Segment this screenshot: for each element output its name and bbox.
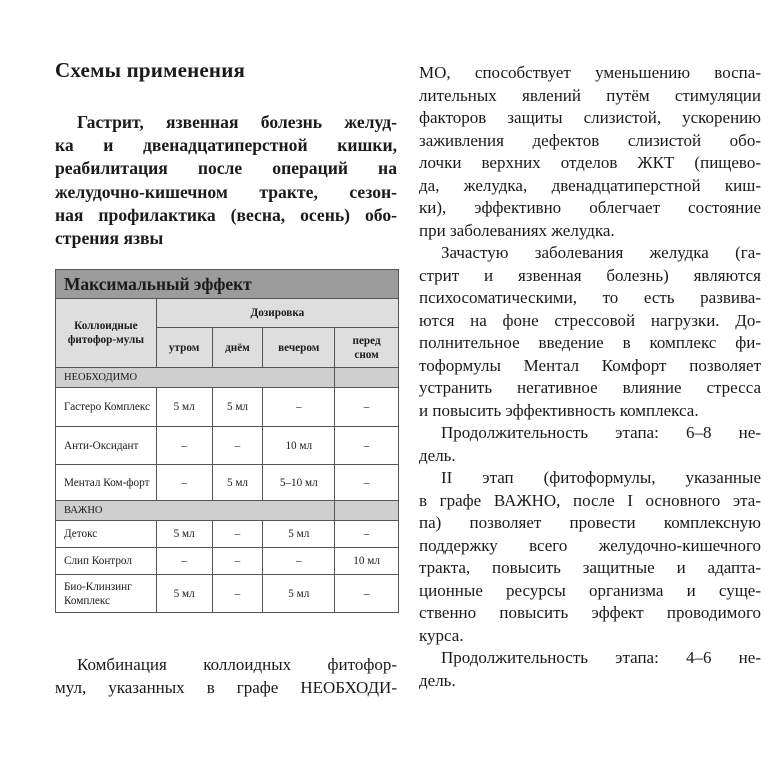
section-label-filler [335, 368, 399, 388]
dose-cell: – [156, 465, 212, 501]
text-line: устранить негативное влияние стресса [419, 378, 761, 397]
text-line: да, желудка, двенадцатиперстной киш- [419, 175, 761, 195]
table-row [56, 388, 399, 427]
text-line: стрит и язвенная болезнь) являются [419, 265, 761, 285]
dose-cell: 5 мл [156, 575, 212, 613]
dose-cell: 10 мл [263, 427, 335, 465]
text-line: Продолжительность этапа: 6–8 не- [441, 423, 761, 442]
formula-name: Слип Контрол [56, 548, 157, 575]
table-row [56, 465, 399, 501]
dosage-table [55, 269, 399, 613]
table-row [56, 548, 399, 575]
text-line: Зачастую заболевания желудка (га- [441, 243, 761, 262]
dose-cell: 5–10 мл [263, 465, 335, 501]
time-header-day: днём [212, 328, 263, 368]
section-label-necessary: НЕОБХОДИМО [56, 368, 335, 388]
time-header-bedtime: перед сном [335, 328, 399, 368]
text-line: дель. [419, 670, 456, 690]
table-row [56, 575, 399, 613]
text-line: ки), эффективно облегчает состояние [419, 198, 761, 217]
formula-name: Детокс [56, 521, 157, 548]
formula-name: Анти-Оксидант [56, 427, 157, 465]
dose-cell: 5 мл [212, 388, 263, 427]
dose-cell: – [335, 465, 399, 501]
dose-cell: – [335, 388, 399, 427]
text-line: лочки верхних отделов ЖКТ (пищево- [419, 153, 761, 172]
dose-cell: 5 мл [263, 575, 335, 613]
dose-cell: – [263, 388, 335, 427]
dosage-header: Дозировка [156, 299, 398, 328]
text-line: Комбинация коллоидных фитофор- [77, 655, 397, 674]
formula-name: Био-Клинзинг Комплекс [56, 575, 157, 613]
text-line: курса. [419, 625, 464, 645]
dose-cell: – [335, 521, 399, 548]
section-label-filler [335, 501, 399, 521]
dose-cell: – [212, 575, 263, 613]
subheading-line: ка и двенадцатиперстной кишки, [55, 135, 397, 156]
table-row [56, 427, 399, 465]
dose-cell: 5 мл [212, 465, 263, 501]
dose-cell: – [335, 427, 399, 465]
dose-cell: – [156, 427, 212, 465]
dose-cell: – [212, 521, 263, 548]
section-label-important: ВАЖНО [56, 501, 335, 521]
text-line: при заболеваниях желудка. [419, 220, 615, 240]
dose-cell: 10 мл [335, 548, 399, 575]
table-title: Максимальный эффект [56, 270, 399, 299]
text-line: в графе ВАЖНО, после I основного эта- [419, 490, 761, 510]
regimen-subheading [55, 111, 397, 250]
left-column [55, 58, 397, 250]
text-line: полнительное введение в комплекс фи- [419, 333, 761, 352]
dose-cell: 5 мл [156, 521, 212, 548]
left-bottom-paragraph [55, 654, 397, 699]
text-line: па) позволяет провести комплексную [419, 513, 761, 532]
text-line: заживления дефектов слизистой обо- [419, 130, 761, 150]
text-line: мул, указанных в графе НЕОБХОДИ- [55, 677, 397, 697]
text-line: факторов защиты слизистой, ускорению [419, 108, 761, 127]
text-line: ционные ресурсы организма и суще- [419, 580, 761, 600]
text-line: и повысить эффективность комплекса. [419, 400, 699, 420]
dose-cell: – [212, 548, 263, 575]
dose-cell: – [156, 548, 212, 575]
dose-cell: – [263, 548, 335, 575]
formula-name: Ментал Ком-форт [56, 465, 157, 501]
subheading-line: стрения язвы [55, 228, 164, 249]
right-column [419, 62, 761, 692]
dose-cell: 5 мл [156, 388, 212, 427]
subheading-line: ная профилактика (весна, осень) обо- [55, 204, 397, 225]
text-line: психосоматическими, то есть развива- [419, 288, 761, 307]
formula-name: Гастеро Комплекс [56, 388, 157, 427]
text-line: тоформулы Ментал Комфорт позволяет [419, 355, 761, 375]
page-heading: Схемы применения [55, 58, 246, 82]
dose-cell: – [212, 427, 263, 465]
time-header-morning: утром [156, 328, 212, 368]
time-header-evening: вечером [263, 328, 335, 368]
subheading-line: желудочно-кишечном тракте, сезон- [55, 181, 397, 202]
text-line: Продолжительность этапа: 4–6 не- [441, 648, 761, 667]
subheading-line: реабилитация после операций на [55, 158, 397, 179]
text-line: II этап (фитоформулы, указанные [441, 468, 761, 487]
text-line: ственно повысить эффект проводимого [419, 603, 761, 622]
text-line: ются на фоне стрессовой нагрузки. До- [419, 310, 761, 330]
dose-cell: – [335, 575, 399, 613]
text-line: лительных явлений путём стимуляции [419, 85, 761, 105]
text-line: МО, способствует уменьшению воспа- [419, 63, 761, 82]
text-line: тракта, повысить защитные и адапта- [419, 558, 761, 577]
table-row [56, 521, 399, 548]
subheading-line: Гастрит, язвенная болезнь желуд- [77, 112, 397, 132]
text-line: поддержку всего желудочно-кишечного [419, 535, 761, 555]
text-line: дель. [419, 445, 456, 465]
formula-column-header: Коллоидные фитофор-мулы [56, 299, 157, 368]
dose-cell: 5 мл [263, 521, 335, 548]
